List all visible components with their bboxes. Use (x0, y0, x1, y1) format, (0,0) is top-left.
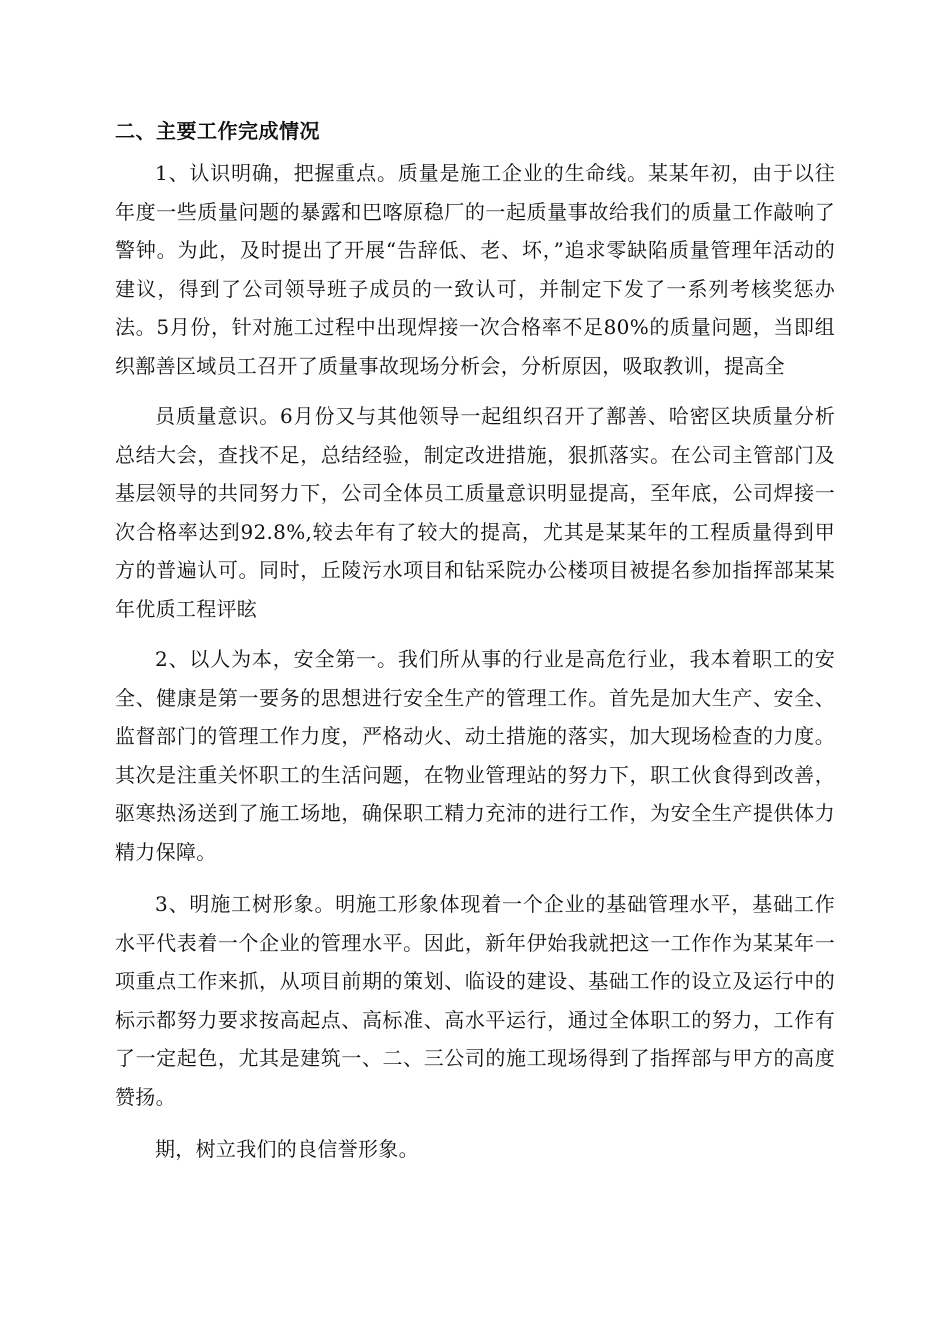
paragraph-quality-continued: 员质量意识。6月份又与其他领导一起组织召开了鄯善、哈密区块质量分析总结大会，查找不足，总结经验，制定改进措施，狠抓落实。在公司主管部门及基层领导的共同努力下，公司全体员工质量意识明显提高，至年底，公司焊接一次合格率达到92.8%,较去年有了较大的提高，尤其是某某年的工程质量得到甲方的普遍认可。同时，丘陵污水项目和钻采院办公楼项目被提名参加指挥部某某年优质工程评眩 (115, 404, 835, 621)
spacer (115, 385, 835, 397)
paragraph-safety: 2、以人为本，安全第一。我们所从事的行业是高危行业，我本着职工的安全、健康是第一要务的思想进行安全生产的管理工作。首先是加大生产、安全、监督部门的管理工作力度，严格动火、动土措施的落实，加大现场检查的力度。其次是注重关怀职工的生活问题，在物业管理站的努力下，职工伙食得到改善，驱寒热汤送到了施工场地，确保职工精力充沛的进行工作，为安全生产提供体力精力保障。 (115, 647, 835, 864)
spacer (115, 871, 835, 885)
paragraph-image: 3、明施工树形象。明施工形象体现着一个企业的基础管理水平，基础工作水平代表着一个企业的管理水平。因此，新年伊始我就把这一工作作为某某年一项重点工作来抓，从项目前期的策划、临设的建设、基础工作的设立及运行中的标示都努力要求按高起点、高标准、高水平运行，通过全体职工的努力，工作有了一定起色，尤其是建筑一、二、三公司的施工现场得到了指挥部与甲方的高度赞扬。 (115, 892, 835, 1109)
paragraph-closing: 期，树立我们的良信誉形象。 (155, 1137, 419, 1161)
document-body (115, 112, 835, 1169)
section-heading: 二、主要工作完成情况 (115, 119, 320, 143)
spacer (115, 1116, 835, 1130)
paragraph-quality: 1、认识明确，把握重点。质量是施工企业的生命线。某某年初，由于以往年度一些质量问题的暴露和巴喀原稳厂的一起质量事故给我们的质量工作敲响了警钟。为此，及时提出了开展“告辞低、老、坏，”追求零缺陷质量管理年活动的建议，得到了公司领导班子成员的一致认可，并制定下发了一系列考核奖惩办法。5月份，针对施工过程中出现焊接一次合格率不足80%的质量问题，当即组织鄯善区域员工召开了质量事故现场分析会，分析原因，吸取教训，提高全 (115, 161, 835, 378)
spacer (115, 628, 835, 640)
